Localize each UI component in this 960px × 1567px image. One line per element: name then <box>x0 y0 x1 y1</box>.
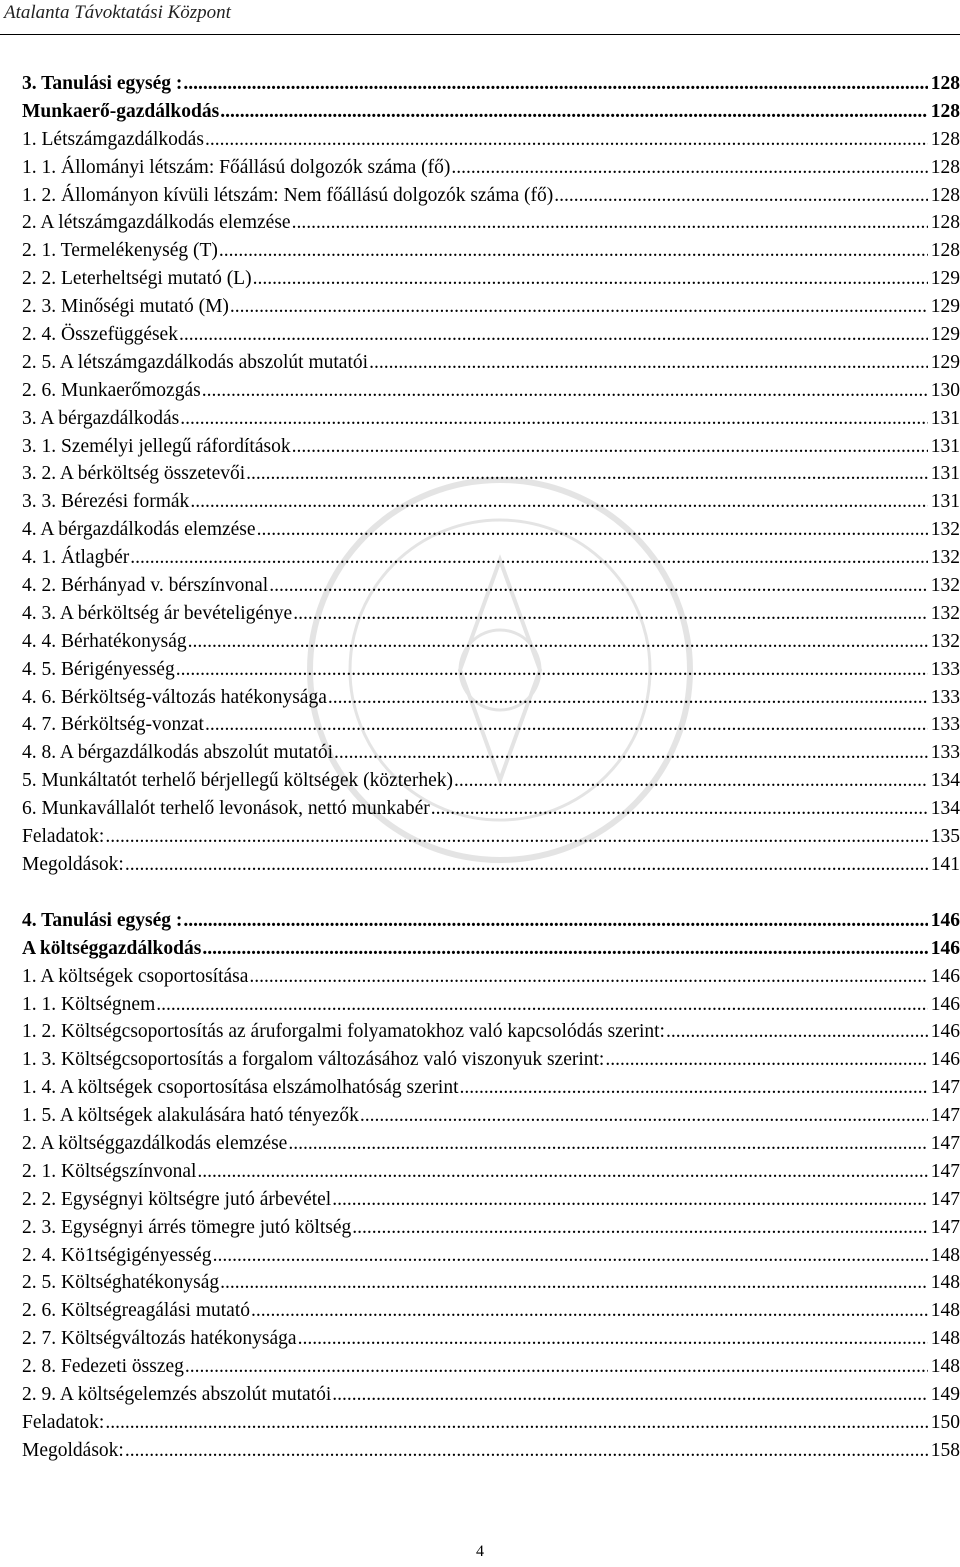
toc-entry[interactable] <box>22 321 960 349</box>
page-header <box>0 0 960 35</box>
toc-entry-page: 133 <box>930 742 960 764</box>
toc-entry-title: 2. 8. Fedezeti összeg <box>22 1356 184 1378</box>
toc-entry-page: 128 <box>930 184 960 206</box>
toc-entry-title: 2. A létszámgazdálkodás elemzése <box>22 212 291 234</box>
toc-section <box>22 70 960 879</box>
toc-entry-title: 4. Tanulási egység : <box>22 909 183 931</box>
toc-entry-title: 1. 2. Költségcsoportosítás az áruforgalmi folyamatokhoz való kapcsolódás szerint: <box>22 1021 665 1043</box>
toc-entry-title: 2. 6. Költségreagálási mutató <box>22 1300 250 1322</box>
toc-dot-leader <box>220 1269 928 1297</box>
toc-entry[interactable] <box>22 237 960 265</box>
toc-entry[interactable] <box>22 1409 960 1437</box>
toc-entry-page: 150 <box>930 1411 960 1433</box>
toc-entry-page: 148 <box>930 1300 960 1322</box>
toc-entry-title: 3. 3. Bérezési formák <box>22 491 190 513</box>
toc-entry-title: 4. 6. Bérköltség-változás hatékonysága <box>22 686 327 708</box>
page-number: 4 <box>476 1543 484 1560</box>
toc-entry[interactable] <box>22 1297 960 1325</box>
toc-entry[interactable] <box>22 544 960 572</box>
toc-dot-leader <box>554 182 927 210</box>
toc-entry-title: Feladatok: <box>22 1411 105 1433</box>
toc-entry-page: 129 <box>930 351 960 373</box>
toc-dot-leader <box>188 628 928 656</box>
toc-entry-page: 147 <box>930 1216 960 1238</box>
toc-entry-page: 132 <box>930 547 960 569</box>
toc-entry-page: 133 <box>930 658 960 680</box>
toc-entry[interactable] <box>22 1102 960 1130</box>
toc-entry[interactable] <box>22 209 960 237</box>
toc-entry-page: 146 <box>930 965 960 987</box>
toc-dot-leader <box>246 460 928 488</box>
toc-entry-page: 129 <box>930 324 960 346</box>
toc-entry[interactable] <box>22 1269 960 1297</box>
toc-entry[interactable] <box>22 377 960 405</box>
toc-dot-leader <box>332 1186 928 1214</box>
toc-entry-page: 131 <box>930 463 960 485</box>
toc-entry-page: 141 <box>930 853 960 875</box>
toc-entry-page: 131 <box>930 435 960 457</box>
toc-entry[interactable] <box>22 795 960 823</box>
toc-entry-title: A költséggazdálkodás <box>22 937 202 959</box>
toc-entry-title: 3. Tanulási egység : <box>22 73 183 94</box>
toc-entry[interactable] <box>22 823 960 851</box>
toc-entry-page: 148 <box>930 1244 960 1266</box>
toc-dot-leader <box>249 963 927 991</box>
toc-entry-title: 3. 1. Személyi jellegű ráfordítások <box>22 435 291 457</box>
toc-dot-leader <box>190 488 927 516</box>
toc-dot-leader <box>197 1158 927 1186</box>
toc-entry-page: 135 <box>930 826 960 848</box>
toc-dot-leader <box>219 237 928 265</box>
toc-dot-leader <box>431 795 928 823</box>
toc-entry-title: 2. 4. Összefüggések <box>22 324 178 346</box>
toc-entry-title: 1. Létszámgazdálkodás <box>22 128 204 150</box>
toc-entry-title: 5. Munkáltatót terhelő bérjellegű költségek (közterhek) <box>22 770 454 792</box>
toc-entry-page: 146 <box>930 1049 960 1071</box>
toc-entry-title: 4. 5. Bérigényesség <box>22 658 175 680</box>
toc-entry-page: 147 <box>930 1105 960 1127</box>
toc-entry[interactable] <box>22 572 960 600</box>
toc-entry[interactable] <box>22 1018 960 1046</box>
toc-entry[interactable] <box>22 1186 960 1214</box>
toc-entry[interactable] <box>22 935 960 963</box>
toc-entry-title: 2. 5. A létszámgazdálkodás abszolút mutatói <box>22 351 369 373</box>
toc-dot-leader <box>105 823 927 851</box>
toc-entry[interactable] <box>22 460 960 488</box>
toc-entry-page: 147 <box>930 1077 960 1099</box>
toc-entry-title: Feladatok: <box>22 826 105 848</box>
toc-entry[interactable] <box>22 516 960 544</box>
toc-entry-page: 146 <box>930 909 960 931</box>
toc-entry[interactable] <box>22 488 960 516</box>
toc-entry[interactable] <box>22 1242 960 1270</box>
toc-dot-leader <box>369 349 928 377</box>
toc-entry-page: 132 <box>930 575 960 597</box>
toc-entry-page: 149 <box>930 1383 960 1405</box>
toc-dot-leader <box>205 711 928 739</box>
toc-entry-title: 4. 7. Bérköltség-vonzat <box>22 714 204 736</box>
toc-entry-page: 134 <box>930 770 960 792</box>
toc-entry[interactable] <box>22 1214 960 1242</box>
toc-entry-title: 2. 1. Költségszínvonal <box>22 1160 197 1182</box>
toc-dot-leader <box>328 684 928 712</box>
toc-entry-title: 6. Munkavállalót terhelő levonások, nettó munkabér <box>22 798 430 820</box>
toc-entry-page: 132 <box>930 602 960 624</box>
toc-entry-title: 2. 3. Minőségi mutató (M) <box>22 296 229 318</box>
toc-entry-page: 146 <box>930 993 960 1015</box>
toc-entry-page: 146 <box>930 937 960 959</box>
toc-dot-leader <box>460 1074 928 1102</box>
toc-entry-title: 4. 2. Bérhányad v. bérszínvonal <box>22 575 269 597</box>
toc-entry-page: 131 <box>930 491 960 513</box>
toc-entry-title: Megoldások: <box>22 1439 124 1461</box>
toc-entry[interactable] <box>22 405 960 433</box>
toc-entry[interactable] <box>22 349 960 377</box>
toc-entry-title: 2. 5. Költséghatékonyság <box>22 1272 220 1294</box>
toc-dot-leader <box>130 544 928 572</box>
toc-entry-title: 1. 4. A költségek csoportosítása elszámolhatóság szerint <box>22 1077 459 1099</box>
toc-entry[interactable] <box>22 1353 960 1381</box>
toc-entry-page: 128 <box>930 240 960 262</box>
toc-entry-title: 4. 4. Bérhatékonyság <box>22 630 187 652</box>
toc-entry[interactable] <box>22 907 960 935</box>
toc-entry[interactable] <box>22 739 960 767</box>
toc-dot-leader <box>125 1437 928 1465</box>
toc-entry-page: 130 <box>930 379 960 401</box>
toc-entry[interactable] <box>22 1130 960 1158</box>
toc-dot-leader <box>213 1242 928 1270</box>
table-of-contents <box>22 70 960 1465</box>
toc-entry-page: 131 <box>930 407 960 429</box>
toc-entry[interactable] <box>22 628 960 656</box>
toc-dot-leader <box>352 1214 927 1242</box>
toc-dot-leader <box>183 70 927 98</box>
toc-entry-page: 128 <box>930 212 960 234</box>
toc-entry[interactable] <box>22 70 960 98</box>
toc-entry-title: 2. 2. Leterheltségi mutató (L) <box>22 268 252 290</box>
toc-dot-leader <box>251 1297 928 1325</box>
toc-entry-title: 2. 7. Költségváltozás hatékonysága <box>22 1328 297 1350</box>
toc-entry[interactable] <box>22 293 960 321</box>
toc-entry[interactable] <box>22 1381 960 1409</box>
toc-dot-leader <box>451 154 927 182</box>
toc-entry-title: 3. 2. A bérköltség összetevői <box>22 463 246 485</box>
toc-entry-title: 2. 3. Egységnyi árrés tömegre jutó költség <box>22 1216 352 1238</box>
toc-entry-page: 147 <box>930 1188 960 1210</box>
toc-entry-page: 147 <box>930 1132 960 1154</box>
toc-entry[interactable] <box>22 1046 960 1074</box>
toc-entry-title: 1. 2. Állományon kívüli létszám: Nem főállású dolgozók száma (fő) <box>22 184 554 206</box>
toc-entry-title: 1. A költségek csoportosítása <box>22 965 249 987</box>
toc-entry[interactable] <box>22 767 960 795</box>
toc-entry[interactable] <box>22 1074 960 1102</box>
toc-entry[interactable] <box>22 711 960 739</box>
toc-dot-leader <box>360 1102 928 1130</box>
toc-entry-page: 133 <box>930 686 960 708</box>
toc-entry-page: 132 <box>930 519 960 541</box>
toc-entry-page: 134 <box>930 798 960 820</box>
toc-dot-leader <box>269 572 928 600</box>
toc-dot-leader <box>454 767 928 795</box>
toc-dot-leader <box>176 656 928 684</box>
toc-entry-title: 4. A bérgazdálkodás elemzése <box>22 519 256 541</box>
toc-entry[interactable] <box>22 851 960 879</box>
toc-dot-leader <box>185 1353 928 1381</box>
toc-entry-title: Megoldások: <box>22 853 124 875</box>
toc-dot-leader <box>180 405 928 433</box>
toc-dot-leader <box>230 293 928 321</box>
toc-entry[interactable] <box>22 656 960 684</box>
toc-dot-leader <box>202 377 928 405</box>
toc-dot-leader <box>202 935 927 963</box>
toc-dot-leader <box>293 600 928 628</box>
toc-entry-title: 2. 9. A költségelemzés abszolút mutatói <box>22 1383 332 1405</box>
toc-entry-page: 148 <box>930 1328 960 1350</box>
toc-dot-leader <box>605 1046 927 1074</box>
toc-entry-page: 128 <box>930 73 960 94</box>
header-title: Atalanta Távoktatási Központ <box>4 2 231 23</box>
toc-dot-leader <box>288 1130 927 1158</box>
toc-entry[interactable] <box>22 126 960 154</box>
toc-entry-title: 1. 1. Költségnem <box>22 993 156 1015</box>
toc-entry[interactable] <box>22 963 960 991</box>
toc-entry-title: 4. 3. A bérköltség ár bevételigénye <box>22 602 293 624</box>
toc-entry[interactable] <box>22 684 960 712</box>
toc-entry-title: 2. A költséggazdálkodás elemzése <box>22 1132 288 1154</box>
toc-entry-title: 2. 2. Egységnyi költségre jutó árbevétel <box>22 1188 332 1210</box>
toc-entry-page: 148 <box>930 1356 960 1378</box>
toc-entry[interactable] <box>22 182 960 210</box>
toc-entry[interactable] <box>22 1158 960 1186</box>
toc-entry[interactable] <box>22 265 960 293</box>
toc-entry-page: 128 <box>930 100 960 122</box>
toc-entry-title: 4. 8. A bérgazdálkodás abszolút mutatói <box>22 742 334 764</box>
toc-entry[interactable] <box>22 433 960 461</box>
toc-entry-page: 147 <box>930 1160 960 1182</box>
toc-entry[interactable] <box>22 1437 960 1465</box>
toc-entry-title: 4. 1. Átlagbér <box>22 547 130 569</box>
toc-entry-title: 2. 4. Kö1tségigényesség <box>22 1244 212 1266</box>
toc-dot-leader <box>292 433 928 461</box>
toc-dot-leader <box>332 1381 928 1409</box>
toc-entry-title: 2. 6. Munkaerőmozgás <box>22 379 201 401</box>
toc-entry-title: 3. A bérgazdálkodás <box>22 407 180 429</box>
toc-entry-page: 148 <box>930 1272 960 1294</box>
toc-entry-page: 128 <box>930 156 960 178</box>
toc-entry-title: Munkaerő-gazdálkodás <box>22 100 220 122</box>
toc-dot-leader <box>257 516 928 544</box>
toc-section <box>22 907 960 1465</box>
toc-dot-leader <box>292 209 928 237</box>
toc-entry-title: 1. 1. Állományi létszám: Főállású dolgozók száma (fő) <box>22 156 451 178</box>
toc-dot-leader <box>253 265 928 293</box>
toc-entry-title: 1. 3. Költségcsoportosítás a forgalom változásához való viszonyuk szerint: <box>22 1049 605 1071</box>
toc-dot-leader <box>334 739 928 767</box>
toc-dot-leader <box>125 851 928 879</box>
toc-dot-leader <box>220 98 928 126</box>
toc-entry-title: 1. 5. A költségek alakulására ható tényezők <box>22 1105 359 1127</box>
toc-entry-page: 129 <box>930 296 960 318</box>
toc-entry[interactable] <box>22 154 960 182</box>
toc-entry-page: 132 <box>930 630 960 652</box>
toc-entry-page: 133 <box>930 714 960 736</box>
toc-dot-leader <box>156 991 928 1019</box>
toc-entry[interactable] <box>22 1325 960 1353</box>
toc-entry-page: 158 <box>930 1439 960 1461</box>
toc-dot-leader <box>298 1325 928 1353</box>
toc-entry[interactable] <box>22 991 960 1019</box>
toc-entry[interactable] <box>22 98 960 126</box>
toc-dot-leader <box>666 1018 928 1046</box>
toc-entry-title: 2. 1. Termelékenység (T) <box>22 240 218 262</box>
toc-dot-leader <box>179 321 928 349</box>
toc-dot-leader <box>205 126 928 154</box>
toc-dot-leader <box>105 1409 927 1437</box>
toc-entry-page: 128 <box>930 128 960 150</box>
toc-entry-page: 129 <box>930 268 960 290</box>
toc-dot-leader <box>183 907 927 935</box>
toc-entry-page: 146 <box>930 1021 960 1043</box>
toc-entry[interactable] <box>22 600 960 628</box>
